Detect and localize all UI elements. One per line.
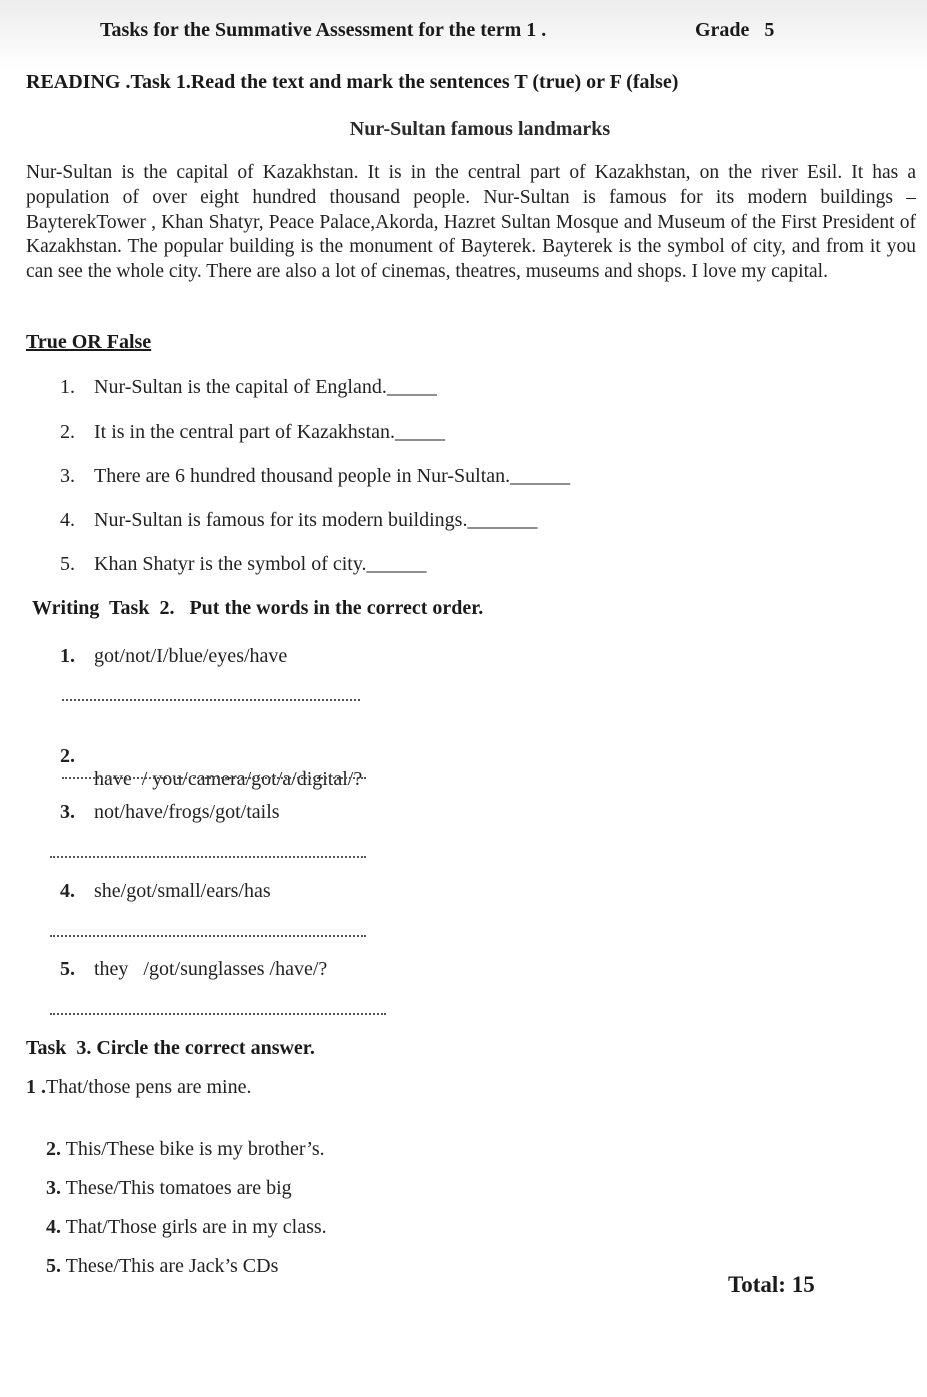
- writing-item-2: [0, 722, 900, 790]
- writing-task-heading: Writing Task 2. Put the words in the correct order.: [32, 597, 484, 619]
- circle-item-number: 3.: [46, 1177, 61, 1199]
- tf-item-text: There are 6 hundred thousand people in Nur-Sultan.______: [94, 465, 571, 487]
- header-grade: Grade 5: [695, 19, 775, 41]
- tf-item-text: Nur-Sultan is the capital of England._____: [94, 376, 437, 398]
- writing-item-text: have / you/camera/got/a/digital/?: [94, 768, 363, 790]
- tf-item-number: 2.: [60, 421, 75, 443]
- tf-item-number: 1.: [60, 376, 75, 398]
- tf-item-3: [0, 465, 900, 491]
- answer-line-1[interactable]: [62, 699, 360, 701]
- tf-item-5: [0, 553, 900, 579]
- circle-item-text: This/These bike is my brother’s.: [61, 1138, 325, 1160]
- writing-item-number: 5.: [60, 958, 75, 980]
- passage-title: Nur-Sultan famous landmarks: [349, 118, 611, 140]
- writing-item-number: 3.: [60, 801, 75, 823]
- writing-item-4: [0, 880, 900, 906]
- answer-line-3[interactable]: [50, 856, 366, 858]
- writing-item-number: 1.: [60, 645, 75, 667]
- tf-item-text: It is in the central part of Kazakhstan._____: [94, 421, 445, 443]
- answer-line-2[interactable]: [62, 777, 366, 779]
- writing-item-1: [0, 645, 900, 671]
- tf-item-text: Khan Shatyr is the symbol of city.______: [94, 553, 427, 575]
- tf-item-number: 4.: [60, 509, 75, 531]
- total-score: Total: 15: [728, 1272, 815, 1297]
- true-false-heading: True OR False: [26, 331, 152, 353]
- circle-item-text: That/Those girls are in my class.: [61, 1216, 327, 1238]
- circle-item-text: These/This are Jack’s CDs: [61, 1255, 279, 1277]
- circle-item-text: That/those pens are mine.: [46, 1076, 252, 1098]
- answer-line-5[interactable]: [50, 1013, 386, 1015]
- writing-item-text: not/have/frogs/got/tails: [94, 801, 280, 823]
- circle-item-number: 5.: [46, 1255, 61, 1277]
- writing-item-text: they /got/sunglasses /have/?: [94, 958, 328, 980]
- circle-item-number: 4.: [46, 1216, 61, 1238]
- tf-item-number: 5.: [60, 553, 75, 575]
- circle-item-number: 1 .: [26, 1076, 46, 1098]
- reading-task-heading: READING .Task 1.Read the text and mark the sentences T (true) or F (false): [26, 71, 679, 93]
- circle-item-text: These/This tomatoes are big: [61, 1177, 292, 1199]
- circle-item-1: [26, 1076, 252, 1099]
- tf-item-4: [0, 509, 900, 535]
- tf-item-number: 3.: [60, 465, 75, 487]
- tf-item-1: [0, 376, 900, 402]
- answer-line-4[interactable]: [50, 935, 366, 937]
- header-title: Tasks for the Summative Assessment for the term 1 .: [100, 19, 547, 41]
- writing-item-text: she/got/small/ears/has: [94, 880, 271, 902]
- tf-item-text: Nur-Sultan is famous for its modern buildings._______: [94, 509, 538, 531]
- tf-item-2: [0, 421, 900, 447]
- writing-item-number: 2.: [60, 745, 75, 767]
- circle-task-heading: Task 3. Circle the correct answer.: [26, 1037, 315, 1059]
- writing-item-3: [0, 801, 900, 827]
- writing-item-text: got/not/I/blue/eyes/have: [94, 645, 288, 667]
- circle-item-5: [26, 1232, 278, 1301]
- writing-item-5: [0, 958, 900, 984]
- circle-item-number: 2.: [46, 1138, 61, 1160]
- reading-passage: Nur-Sultan is the capital of Kazakhstan. It is in the central part of Kazakhstan, on the river Esil. It has a population of over eight hundred thousand people. Nur-Sultan is famous for its modern buildings – BayterekTower , Khan Shatyr, Peace Palace,Akorda, Hazret Sultan Mosque and Museum of the First President of Kazakhstan. The popular building is the monument of Bayterek. Bayterek is the symbol of city, and from it you can see the whole city. There are also a lot of cinemas, theatres, museums and shops. I love my capital.: [26, 162, 916, 283]
- writing-item-number: 4.: [60, 880, 75, 902]
